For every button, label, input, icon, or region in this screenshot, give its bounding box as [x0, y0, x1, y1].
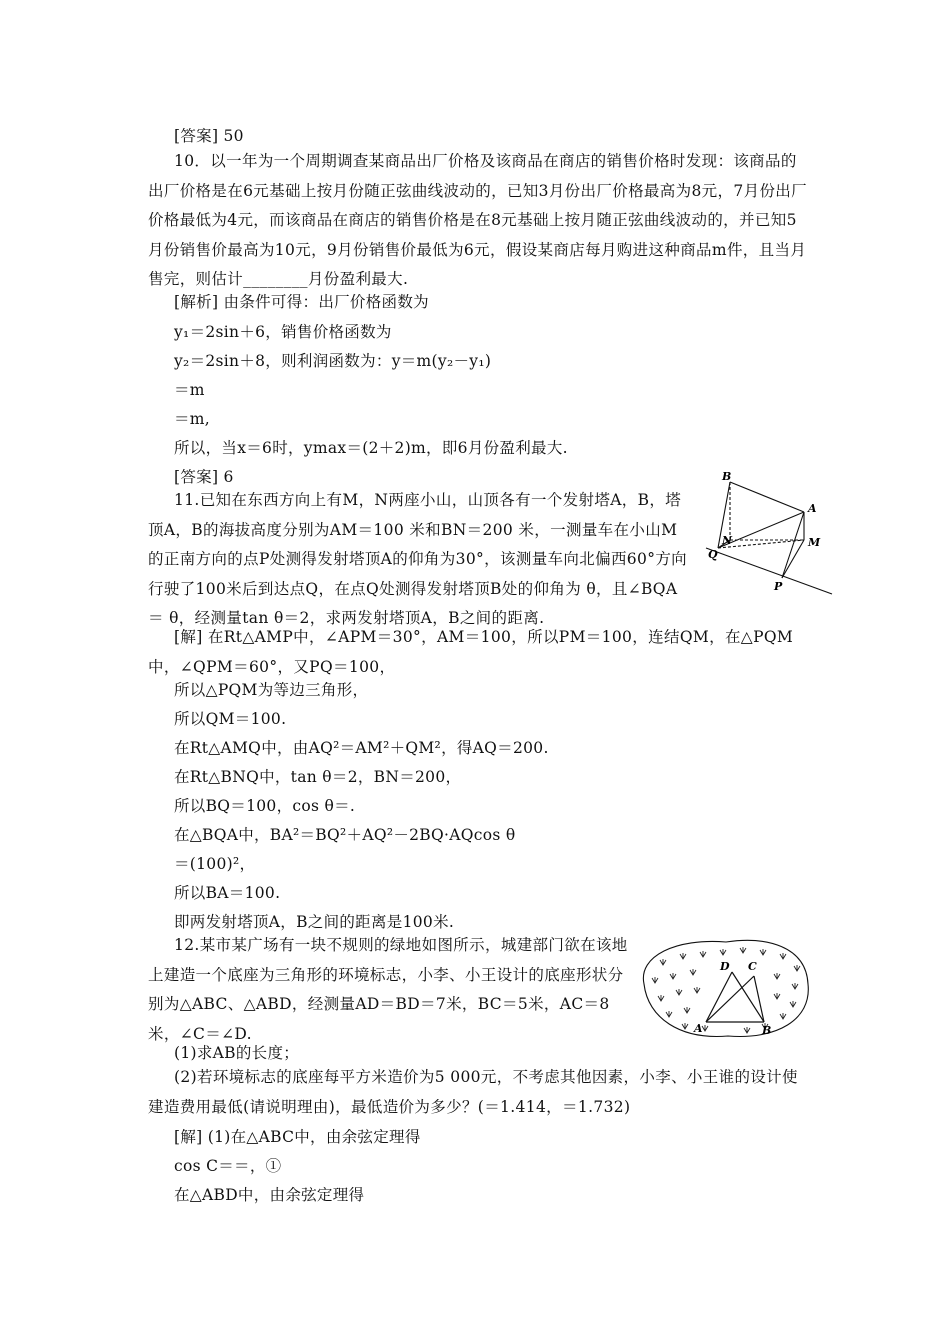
solution-11-line-8: ＝(100)²， [174, 855, 256, 873]
answer-9: [答案] 50 [174, 127, 244, 145]
fig11-label-p: P [774, 580, 783, 593]
question-12: 12.某市某广场有一块不规则的绿地如图所示，城建部门欲在该地上建造一个底座为三角形的环境标志，小李、小王设计的底座形状分别为△ABC、△ABD，经测量AD＝BD＝7米，BC＝5米，AC＝8米，∠C＝∠D. [148, 936, 628, 1043]
question-11: 11.已知在东西方向上有M，N两座小山，山顶各有一个发射塔A，B，塔顶A，B的海拔高度分别为AM＝100 米和BN＝200 米，一测量车在小山M的正南方向的点P处测得发射塔顶A的仰角为30°，该测量车向北偏西60°方向行驶了100米后到达点Q，在点Q处测得发射塔顶B处的仰角为 θ，且∠BQA＝ θ，经测量tan θ＝2，求两发射塔顶A，B之间的距离. [148, 491, 688, 627]
solution-12-line-1: [解] (1)在△ABC中，由余弦定理得 [174, 1128, 421, 1146]
fig12-label-c: C [748, 960, 757, 973]
answer-10: [答案] 6 [174, 468, 234, 486]
solution-10-line-6: 所以，当x＝6时，ymax＝(2＋2)m，即6月份盈利最大. [174, 439, 568, 457]
solution-11-line-5: 在Rt△BNQ中，tan θ＝2，BN＝200， [174, 768, 462, 786]
question-12-figure [636, 932, 814, 1042]
solution-12-line-2: cos C＝＝，① [174, 1157, 282, 1175]
solution-10-line-4: ＝m [174, 381, 205, 399]
fig11-label-q: Q [708, 548, 718, 561]
solution-11-line-9: 所以BA＝100. [174, 884, 281, 902]
solution-10-line-2: y₁＝2sin＋6，销售价格函数为 [174, 323, 392, 341]
solution-10-line-1: [解析] 由条件可得：出厂价格函数为 [174, 293, 429, 311]
solution-11-line-6: 所以BQ＝100，cos θ＝. [174, 797, 356, 815]
solution-11-line-4: 在Rt△AMQ中，由AQ²＝AM²＋QM²，得AQ＝200. [174, 739, 549, 757]
fig12-label-d: D [720, 960, 730, 973]
solution-10-line-5: ＝m, [174, 410, 211, 428]
question-10: 10．以一年为一个周期调查某商品出厂价格及该商品在商店的销售价格时发现：该商品的出厂价格是在6元基础上按月份随正弦曲线波动的，已知3月份出厂价格最高为8元，7月份出厂价格最低为4元，而该商品在商店的销售价格是在8元基础上按月随正弦曲线波动的，并已知5月份销售价最高为10元，9月份销售价最低为6元，假设某商店每月购进这种商品m件，且当月售完，则估计________月份盈利最大. [148, 152, 807, 288]
question-12-part-2: (2)若环境标志的底座每平方米造价为5 000元，不考虑其他因素，小李、小王谁的设计使建造费用最低(请说明理由)，最低造价为多少？(＝1.414，＝1.732) [148, 1068, 798, 1116]
fig11-label-m: M [808, 536, 821, 549]
fig11-label-n: N [722, 534, 733, 547]
solution-12-line-3: 在△ABD中，由余弦定理得 [174, 1186, 365, 1204]
solution-10-line-3: y₂＝2sin＋8，则利润函数为：y＝m(y₂－y₁) [174, 352, 492, 370]
solution-11-line-7: 在△BQA中，BA²＝BQ²＋AQ²－2BQ·AQcos θ [174, 826, 516, 844]
solution-11-line-2: 所以△PQM为等边三角形， [174, 681, 369, 699]
fig11-label-b: B [722, 470, 732, 483]
question-12-part-1: (1)求AB的长度； [174, 1044, 300, 1062]
question-11-figure [700, 468, 840, 598]
solution-11-line-1: [解] 在Rt△AMP中，∠APM＝30°，AM＝100，所以PM＝100，连结QM，在△PQM中，∠QPM＝60°，又PQ＝100， [148, 628, 794, 676]
fig12-label-a: A [694, 1022, 703, 1035]
fig12-label-b: B [762, 1024, 772, 1037]
solution-11-line-10: 即两发射塔顶A，B之间的距离是100米. [174, 913, 455, 931]
fig11-label-a: A [808, 502, 817, 515]
solution-11-line-3: 所以QM＝100. [174, 710, 287, 728]
